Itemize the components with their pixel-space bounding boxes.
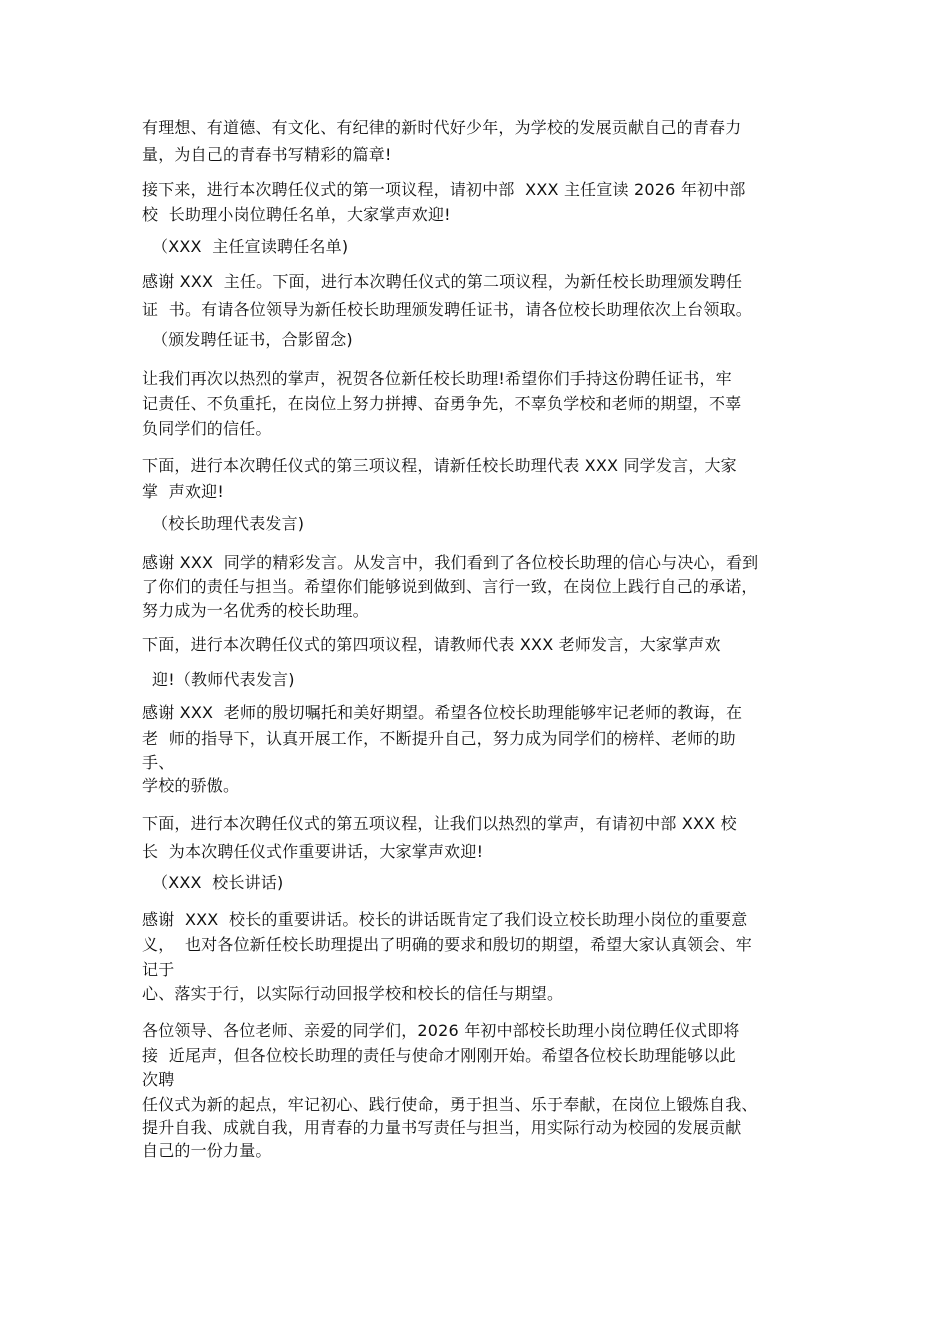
text-line: 掌 声欢迎! (142, 482, 224, 501)
stage-note: （XXX 主任宣读聘任名单) (152, 237, 349, 256)
text-line: 负同学们的信任。 (142, 419, 272, 438)
text-line: 感谢 XXX 主任。下面，进行本次聘任仪式的第二项议程，为新任校长助理颁发聘任 (142, 272, 743, 291)
text-line: 心、落实于行，以实际行动回报学校和校长的信任与期望。 (142, 984, 564, 1003)
text-line: 感谢 XXX 老师的殷切嘱托和美好期望。希望各位校长助理能够牢记老师的教诲，在 (142, 703, 743, 722)
text-line: 手、 (142, 753, 175, 772)
text-line: 校 长助理小岗位聘任名单，大家掌声欢迎! (142, 205, 451, 224)
stage-note: （校长助理代表发言) (152, 514, 305, 533)
stage-note: （XXX 校长讲话) (152, 873, 284, 892)
text-line: 任仪式为新的起点，牢记初心、践行使命，勇于担当、乐于奉献，在岗位上锻炼自我、 (142, 1095, 758, 1114)
text-line: 记于 (142, 960, 175, 979)
text-line: 接下来，进行本次聘任仪式的第一项议程，请初中部 XXX 主任宣读 2026 年初中部 (142, 180, 746, 199)
text-line: 量，为自己的青春书写精彩的篇章! (142, 145, 392, 164)
text-line: 次聘 (142, 1070, 175, 1089)
text-line: 迎!（教师代表发言) (152, 670, 295, 689)
text-line: 义， 也对各位新任校长助理提出了明确的要求和殷切的期望，希望大家认真领会、牢 (142, 935, 752, 954)
text-line: 努力成为一名优秀的校长助理。 (142, 601, 369, 620)
text-line: 老 师的指导下，认真开展工作，不断提升自己，努力成为同学们的榜样、老师的助 (142, 729, 736, 748)
text-line: 接 近尾声，但各位校长助理的责任与使命才刚刚开始。希望各位校长助理能够以此 (142, 1046, 736, 1065)
text-line: 让我们再次以热烈的掌声，祝贺各位新任校长助理!希望你们手持这份聘任证书，牢 (142, 369, 732, 388)
text-line: 下面，进行本次聘任仪式的第五项议程，让我们以热烈的掌声，有请初中部 XXX 校 (142, 814, 737, 833)
text-line: 有理想、有道德、有文化、有纪律的新时代好少年，为学校的发展贡献自己的青春力 (142, 118, 742, 137)
text-line: 感谢 XXX 校长的重要讲话。校长的讲话既肯定了我们设立校长助理小岗位的重要意 (142, 910, 748, 929)
text-line: 下面，进行本次聘任仪式的第四项议程，请教师代表 XXX 老师发言，大家掌声欢 (142, 635, 721, 654)
stage-note: （颁发聘任证书，合影留念) (152, 330, 353, 349)
text-line: 自己的一份力量。 (142, 1141, 272, 1160)
text-line: 下面，进行本次聘任仪式的第三项议程，请新任校长助理代表 XXX 同学发言，大家 (142, 456, 737, 475)
text-line: 了你们的责任与担当。希望你们能够说到做到、言行一致，在岗位上践行自己的承诺， (142, 577, 758, 596)
text-line: 感谢 XXX 同学的精彩发言。从发言中，我们看到了各位校长助理的信心与决心，看到 (142, 553, 759, 572)
text-line: 提升自我、成就自我，用青春的力量书写责任与担当，用实际行动为校园的发展贡献 (142, 1118, 742, 1137)
text-line: 学校的骄傲。 (142, 776, 240, 795)
text-line: 各位领导、各位老师、亲爱的同学们，2026 年初中部校长助理小岗位聘任仪式即将 (142, 1021, 740, 1040)
text-line: 长 为本次聘任仪式作重要讲话，大家掌声欢迎! (142, 842, 484, 861)
text-line: 记责任、不负重托，在岗位上努力拼搏、奋勇争先，不辜负学校和老师的期望，不辜 (142, 394, 742, 413)
text-line: 证 书。有请各位领导为新任校长助理颁发聘任证书，请各位校长助理依次上台领取。 (142, 300, 752, 319)
